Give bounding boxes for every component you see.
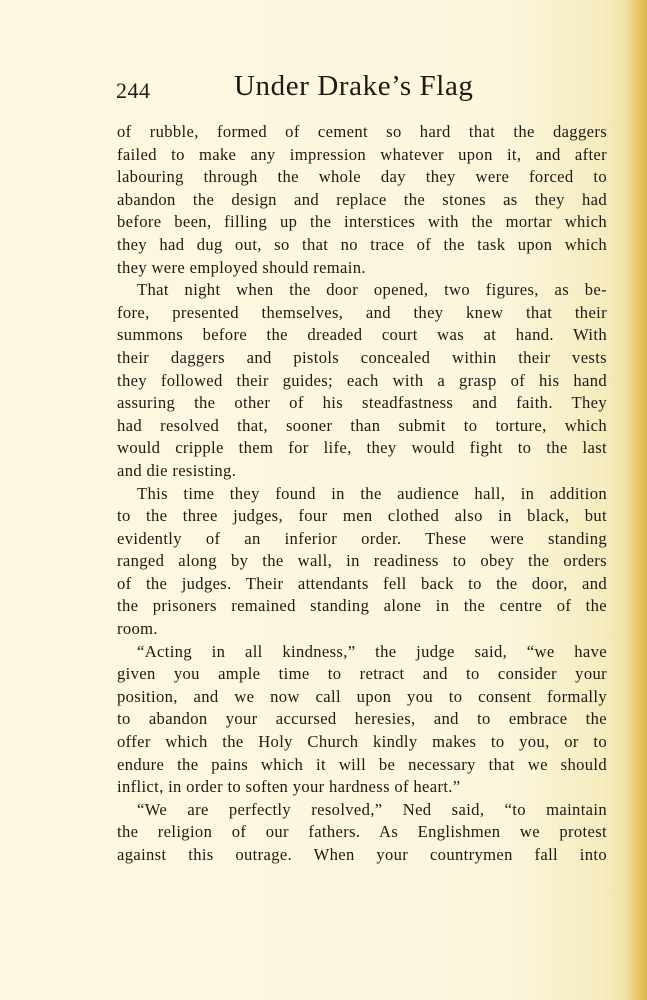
page-edge-shading xyxy=(625,0,647,1000)
text-line: fore, presented themselves, and they knew that their xyxy=(117,302,607,322)
text-line: endure the pains which it will be necessary that we should xyxy=(117,754,607,774)
text-line: to abandon your accursed heresies, and to embrace the xyxy=(117,709,607,729)
text-line: offer which the Holy Church kindly makes to you, or to xyxy=(117,732,607,752)
text-line: ranged along by the wall, in readiness to obey the orders xyxy=(117,551,607,571)
text-line: labouring through the whole day they were forced to xyxy=(117,167,607,187)
body-text xyxy=(117,121,607,867)
text-line: against this outrage. When your countrymen fall into xyxy=(117,845,607,864)
text-line: position, and we now call upon you to consent formally xyxy=(117,686,607,706)
running-header xyxy=(116,70,608,110)
text-line: That night when the door opened, two figures, as be- xyxy=(137,280,607,300)
text-line: room. xyxy=(117,619,158,639)
text-line: had resolved that, sooner than submit to torture, which xyxy=(117,415,607,435)
text-line: abandon the design and replace the stones as they had xyxy=(117,189,607,209)
text-line: they were employed should remain. xyxy=(117,257,366,277)
text-line: summons before the dreaded court was at hand. With xyxy=(117,325,607,345)
text-line: evidently of an inferior order. These were standing xyxy=(117,528,607,548)
text-line: of the judges. Their attendants fell back to the door, and xyxy=(117,573,607,593)
running-title: Under Drake’s Flag xyxy=(234,70,474,102)
text-line: they followed their guides; each with a grasp of his hand xyxy=(117,370,607,390)
text-line: and die resisting. xyxy=(117,460,237,480)
text-line: before been, filling up the interstices with the mortar which xyxy=(117,212,607,232)
page-number: 244 xyxy=(116,78,151,103)
text-line: “Acting in all kindness,” the judge said, “we have xyxy=(137,641,607,661)
text-line: of rubble, formed of cement so hard that the daggers xyxy=(117,122,607,141)
text-line: given you ample time to retract and to consider your xyxy=(117,664,607,684)
text-line: to the three judges, four men clothed also in black, but xyxy=(117,506,607,526)
text-line: the religion of our fathers. As Englishmen we protest xyxy=(117,822,607,842)
text-line: their daggers and pistols concealed within their vests xyxy=(117,347,607,367)
text-line: would cripple them for life, they would fight to the last xyxy=(117,438,607,458)
text-line: they had dug out, so that no trace of the task upon which xyxy=(117,234,607,254)
text-line: “We are perfectly resolved,” Ned said, “to maintain xyxy=(137,799,607,819)
text-line: This time they found in the audience hall, in addition xyxy=(137,483,607,503)
text-line: failed to make any impression whatever upon it, and after xyxy=(117,144,607,164)
text-line: assuring the other of his steadfastness and faith. They xyxy=(117,393,607,413)
text-line: inflict, in order to soften your hardness of heart.” xyxy=(117,777,461,797)
text-line: the prisoners remained standing alone in the centre of the xyxy=(117,596,607,616)
